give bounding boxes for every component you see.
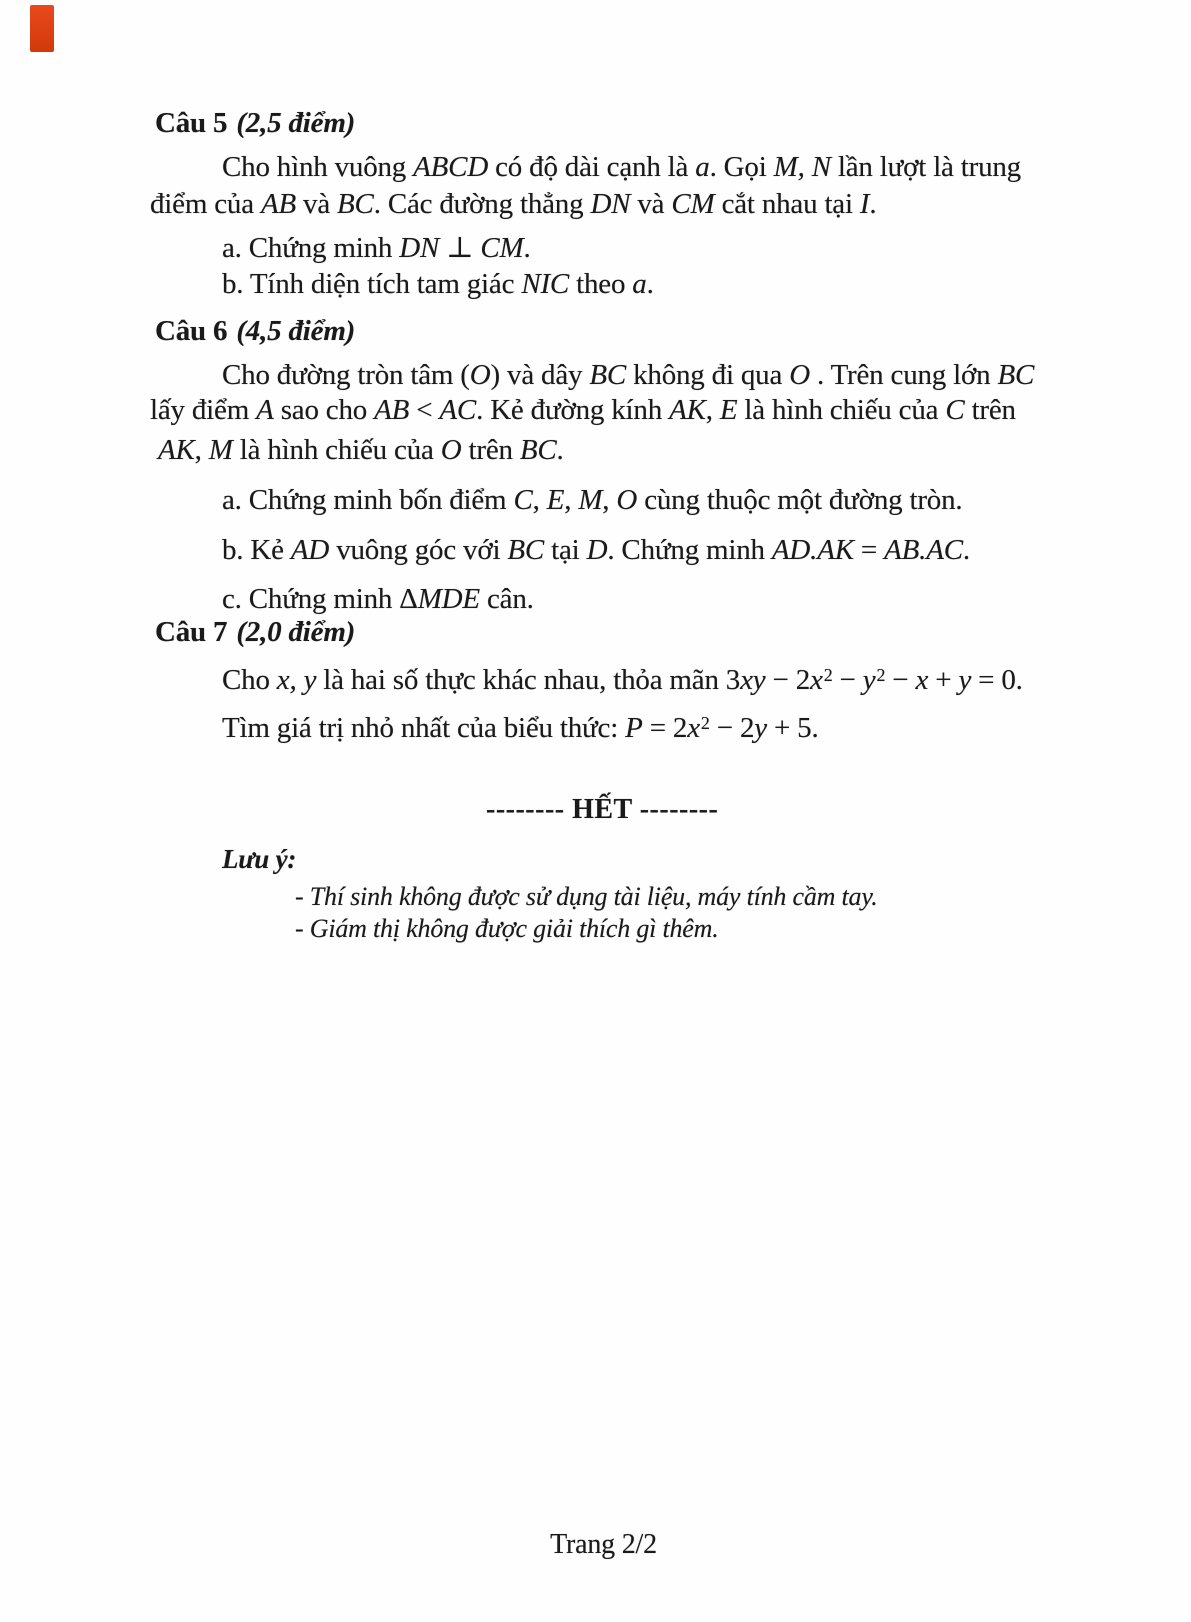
q6-item-c: c. Chứng minh ΔMDE cân. bbox=[222, 583, 534, 615]
q5-points: (2,5 điểm) bbox=[236, 107, 356, 139]
q6-body-line-1: Cho đường tròn tâm (O) và dây BC không đi qua O . Trên cung lớn BC bbox=[222, 359, 1035, 391]
q7-body-line-2: Tìm giá trị nhỏ nhất của biểu thức: $P = 2x^2 - 2y + 5$. bbox=[222, 712, 819, 744]
q5-body-line-1: Cho hình vuông ABCD có độ dài cạnh là a. Gọi M, N lần lượt là trung bbox=[222, 151, 1021, 183]
note-line-2: - Giám thị không được giải thích gì thêm. bbox=[295, 914, 719, 943]
scan-artifact-mark bbox=[30, 5, 54, 52]
q7-body-line-1: Cho x, y là hai số thực khác nhau, thỏa mãn $3xy - 2x^2 - y^2 - x + y = 0$. bbox=[222, 664, 1023, 696]
q5-label: Câu 5 bbox=[155, 107, 228, 139]
q7-points: (2,0 điểm) bbox=[236, 616, 356, 648]
end-marker: -------- HẾT -------- bbox=[486, 794, 719, 825]
q6-item-b: b. Kẻ AD vuông góc với BC tại D. Chứng minh AD.AK = AB.AC. bbox=[222, 534, 970, 566]
q7-heading bbox=[155, 613, 355, 651]
q5-heading bbox=[155, 104, 355, 142]
q5-item-b: b. Tính diện tích tam giác NIC theo a. bbox=[222, 268, 654, 300]
q6-body-line-3: AK, M là hình chiếu của O trên BC. bbox=[158, 434, 564, 466]
q5-body-line-2: điểm của AB và BC. Các đường thẳng DN và CM cắt nhau tại I. bbox=[150, 188, 877, 220]
note-line-1: - Thí sinh không được sử dụng tài liệu, máy tính cầm tay. bbox=[295, 882, 878, 911]
q6-heading bbox=[155, 312, 355, 350]
q6-body-line-2: lấy điểm A sao cho AB < AC. Kẻ đường kính AK, E là hình chiếu của C trên bbox=[150, 394, 1016, 426]
q5-item-a: a. Chứng minh DN ⊥ CM. bbox=[222, 232, 531, 264]
q6-points: (4,5 điểm) bbox=[236, 315, 356, 347]
notes-label: Lưu ý: bbox=[222, 844, 297, 874]
q6-item-a: a. Chứng minh bốn điểm C, E, M, O cùng thuộc một đường tròn. bbox=[222, 484, 963, 516]
q7-label: Câu 7 bbox=[155, 616, 228, 648]
q6-label: Câu 6 bbox=[155, 315, 228, 347]
page-footer: Trang 2/2 bbox=[550, 1529, 657, 1560]
